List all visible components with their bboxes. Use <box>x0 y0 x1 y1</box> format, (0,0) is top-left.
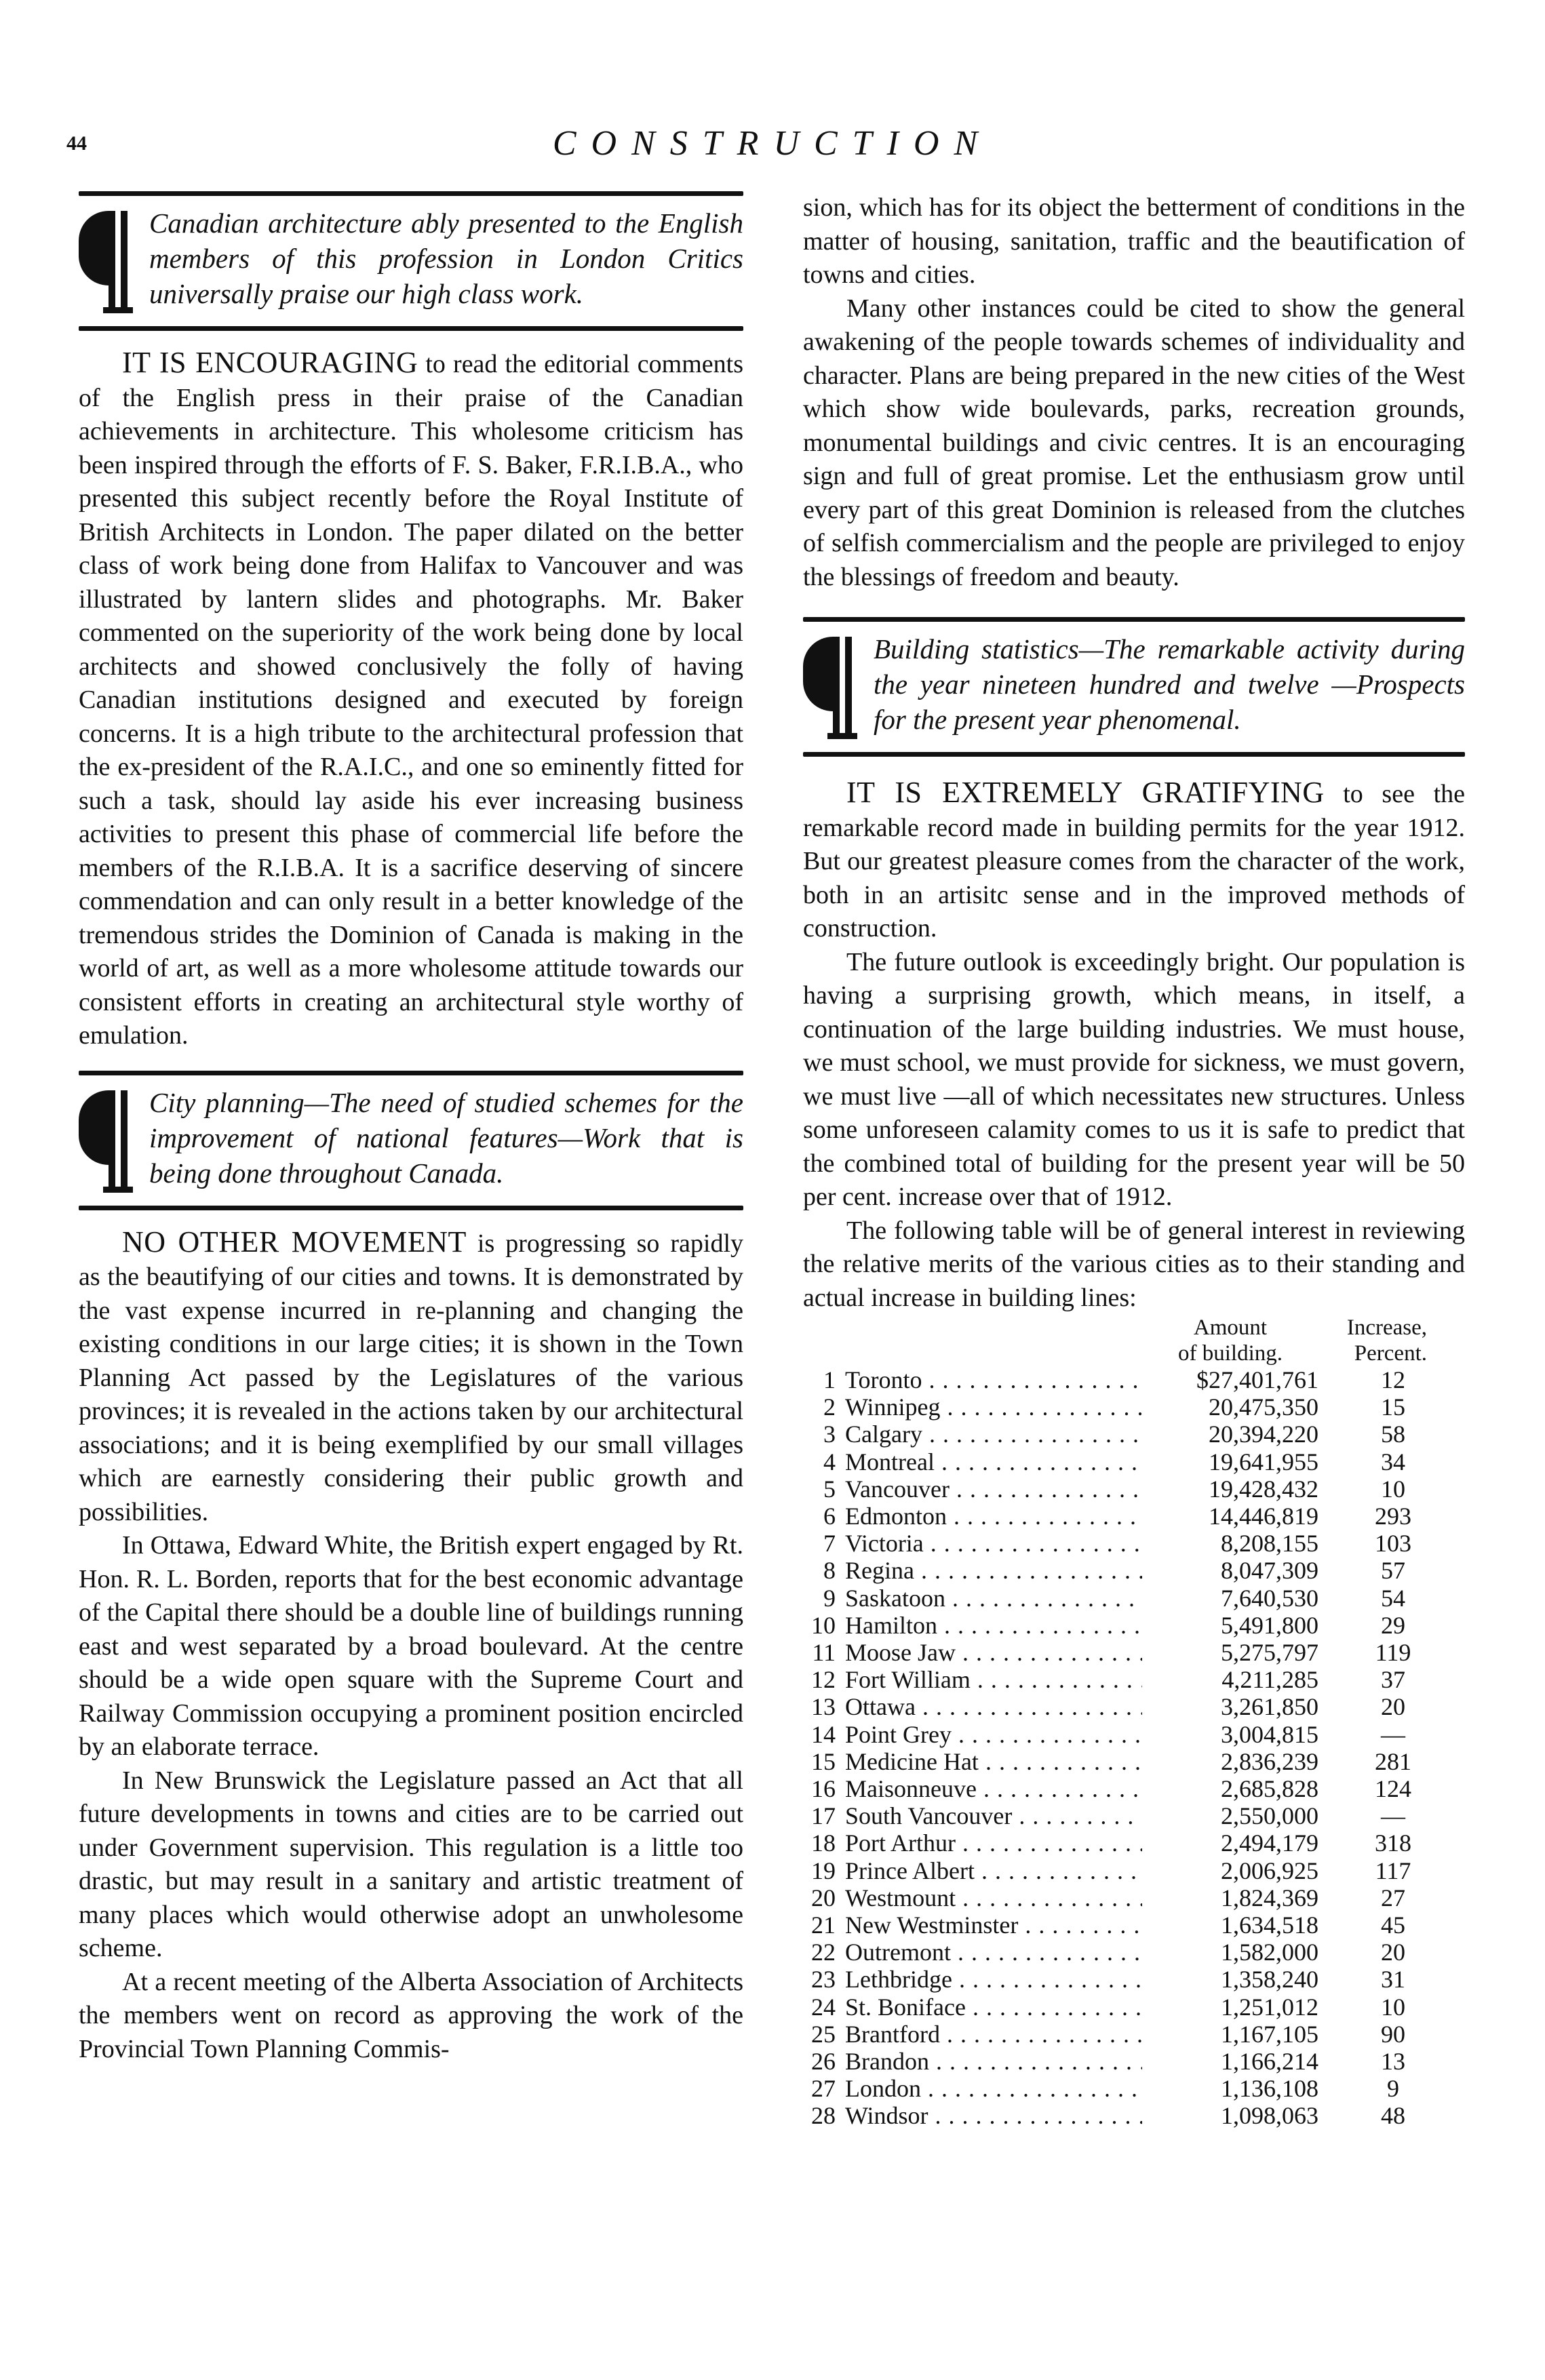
rank-cell: 6 <box>823 1503 836 1530</box>
rank-cell: 24 <box>811 1993 836 2021</box>
increase-cell: 20 <box>1381 1939 1405 1966</box>
callout-text: City planning—The need of studied schemes for the improvement of national features—Work that is being done throughout Canada. <box>149 1086 743 1189</box>
amount-cell: 5,491,800 <box>1221 1611 1318 1639</box>
column-header-increase-sub: Percent. <box>1354 1341 1427 1366</box>
table-row <box>803 1829 1465 1857</box>
increase-cell: — <box>1381 1720 1405 1748</box>
table-row <box>803 1639 1465 1666</box>
rank-cell: 26 <box>811 2048 836 2076</box>
rank-cell: 20 <box>811 1884 836 1911</box>
callout-city-planning <box>79 1075 743 1206</box>
city-cell: St. Boniface . . . <box>845 1994 1142 2021</box>
rank-cell: 12 <box>811 1666 836 1694</box>
city-cell: Moose Jaw . . . <box>845 1639 1142 1666</box>
lead-in: IT IS ENCOURAGING <box>122 346 418 379</box>
city-cell: Point Grey . . . <box>845 1721 1142 1748</box>
table-row <box>803 2075 1465 2102</box>
table-row <box>803 1911 1465 1939</box>
city-cell: Prince Albert . . . <box>845 1857 1142 1884</box>
city-cell: South Vancouver . . . <box>845 1802 1142 1829</box>
article-paragraph: Many other instances could be cited to show the general awakening of the people towards schemes of individuality and character. Plans are being prepared in the new cities of the West which show wide boulevards, parks, recreation grounds, monumental buildings and civic centres. It is an encouraging sign and full of great promise. Let the enthusiasm grow until every part of this great Dominion is released from the clutches of selfish commercialism and the people are privileged to enjoy the blessings of freedom and beauty. <box>803 294 1465 591</box>
city-cell: Regina . . . <box>845 1557 1142 1584</box>
pilcrow-icon <box>79 1085 141 1193</box>
amount-cell: 1,582,000 <box>1221 1939 1318 1966</box>
amount-cell: 2,550,000 <box>1221 1802 1318 1830</box>
increase-cell: 54 <box>1381 1584 1405 1612</box>
city-cell: Brantford . . . <box>845 2021 1142 2048</box>
table-row <box>803 1884 1465 1911</box>
increase-cell: 48 <box>1381 2102 1405 2130</box>
rank-cell: 10 <box>811 1611 836 1639</box>
increase-cell: 9 <box>1387 2075 1399 2103</box>
table-row <box>803 1939 1465 1966</box>
callout-text: Building statistics—The remarkable activity during the year nineteen hundred and twelve —Prospects for the present year phenomenal. <box>874 633 1465 735</box>
table-row <box>803 1475 1465 1503</box>
city-cell: Winnipeg . . . <box>845 1393 1142 1421</box>
table-row <box>803 1693 1465 1720</box>
city-cell: New Westminster . . . <box>845 1911 1142 1939</box>
increase-cell: 117 <box>1375 1857 1411 1884</box>
amount-cell: 8,208,155 <box>1221 1530 1318 1558</box>
callout-architecture <box>79 196 743 326</box>
city-cell: Toronto . . . <box>845 1366 1142 1393</box>
table-row <box>803 1857 1465 1884</box>
increase-cell: 293 <box>1375 1503 1411 1530</box>
increase-cell: 10 <box>1381 1993 1405 2021</box>
city-cell: Maisonneuve . . . <box>845 1775 1142 1802</box>
city-cell: Port Arthur . . . <box>845 1829 1142 1857</box>
divider <box>803 752 1465 757</box>
table-row <box>803 1612 1465 1639</box>
rank-cell: 2 <box>823 1393 836 1421</box>
increase-cell: 90 <box>1381 2020 1405 2048</box>
increase-cell: 29 <box>1381 1611 1405 1639</box>
increase-cell: 34 <box>1381 1448 1405 1475</box>
article-paragraph: sion, which has for its object the betterment of conditions in the matter of housing, sanitation, traffic and the beautification of towns and cities. <box>803 193 1465 289</box>
increase-cell: 45 <box>1381 1911 1405 1939</box>
table-row <box>803 1966 1465 1993</box>
table-row <box>803 1421 1465 1448</box>
city-cell: Victoria . . . <box>845 1530 1142 1557</box>
divider <box>79 326 743 331</box>
table-row <box>803 1748 1465 1775</box>
city-cell: Outremont . . . <box>845 1939 1142 1966</box>
column-header-amount: Amount <box>1193 1315 1268 1340</box>
amount-cell: 1,166,214 <box>1221 2048 1318 2076</box>
amount-cell: 8,047,309 <box>1221 1557 1318 1585</box>
rank-cell: 27 <box>811 2075 836 2103</box>
article-paragraph <box>803 776 1465 946</box>
table-row <box>803 1585 1465 1612</box>
callout-building-statistics <box>803 622 1465 752</box>
page-number: 44 <box>66 132 87 155</box>
rank-cell: 17 <box>811 1802 836 1830</box>
rank-cell: 23 <box>811 1966 836 1994</box>
rank-cell: 28 <box>811 2102 836 2130</box>
divider <box>79 1206 743 1210</box>
table-row <box>803 1366 1465 1393</box>
rank-cell: 22 <box>811 1939 836 1966</box>
rank-cell: 5 <box>823 1475 836 1503</box>
right-column <box>803 191 1465 2130</box>
amount-cell: 1,634,518 <box>1221 1911 1318 1939</box>
table-row <box>803 1775 1465 1802</box>
city-cell: Medicine Hat . . . <box>845 1748 1142 1775</box>
amount-cell: 19,641,955 <box>1209 1448 1318 1475</box>
city-cell: Windsor . . . <box>845 2102 1142 2129</box>
city-cell: Edmonton . . . <box>845 1503 1142 1530</box>
increase-cell: 281 <box>1375 1747 1411 1775</box>
table-body <box>803 1366 1465 2130</box>
article-paragraph: In New Brunswick the Legislature passed an Act that all future developments in towns and cities are to be carried out under Government supervision. This regulation is a little too drastic, but may result in a sanitary and artistic treatment of many places which would otherwise adopt an unwholesome scheme. <box>79 1766 743 1962</box>
table-header <box>803 1315 1465 1366</box>
article-paragraph: In Ottawa, Edward White, the British expert engaged by Rt. Hon. R. L. Borden, reports that for the best economic advantage of the Capital there should be a double line of buildings running east and west separated by a broad boulevard. At the centre should be a wide open square with the Supreme Court and Railway Commission occupying a prominent position encircled by an elaborate terrace. <box>79 1531 743 1761</box>
city-cell: Saskatoon . . . <box>845 1585 1142 1612</box>
rank-cell: 21 <box>811 1911 836 1939</box>
increase-cell: 31 <box>1381 1966 1405 1994</box>
table-row <box>803 1557 1465 1584</box>
amount-cell: 7,640,530 <box>1221 1584 1318 1612</box>
amount-cell: 5,275,797 <box>1221 1639 1318 1667</box>
article-paragraph <box>79 1225 743 1530</box>
article-paragraph: The future outlook is exceedingly bright. Our population is having a surprising growth, which means, in itself, a continuation of the large building industries. We must house, we must school, we must provide for sickness, we must govern, we must live —all of which necessitates new structures. Unless some unforeseen calamity comes to us it is safe to predict that the combined total of building for the present year will be 50 per cent. increase over that of 1912. <box>803 947 1465 1211</box>
increase-cell: 15 <box>1381 1393 1405 1421</box>
amount-cell: 1,358,240 <box>1221 1966 1318 1994</box>
city-cell: Montreal . . . <box>845 1448 1142 1475</box>
rank-cell: 18 <box>811 1829 836 1857</box>
increase-cell: 58 <box>1381 1421 1405 1448</box>
left-column <box>79 191 743 2066</box>
divider <box>803 617 1465 622</box>
paragraph-text: to see the remarkable record made in building permits for the year 1912. But our greatest pleasure comes from the character of the work, both in an artisitc sense and in the improved methods of construction. <box>803 780 1465 943</box>
table-row <box>803 1666 1465 1693</box>
article-paragraph: At a recent meeting of the Alberta Association of Architects the members went on record as approving the work of the Provincial Town Planning Commis- <box>79 1967 743 2063</box>
rank-cell: 7 <box>823 1530 836 1558</box>
table-row <box>803 1503 1465 1530</box>
increase-cell: 12 <box>1381 1366 1405 1393</box>
city-cell: Westmount . . . <box>845 1884 1142 1911</box>
city-cell: Fort William . . . <box>845 1666 1142 1693</box>
amount-cell: 1,251,012 <box>1221 1993 1318 2021</box>
amount-cell: 14,446,819 <box>1209 1503 1318 1530</box>
table-row <box>803 1721 1465 1748</box>
lead-in: NO OTHER MOVEMENT <box>122 1225 467 1258</box>
rank-cell: 14 <box>811 1720 836 1748</box>
running-title: CONSTRUCTION <box>552 124 993 163</box>
amount-cell: 2,006,925 <box>1221 1857 1318 1884</box>
table-row <box>803 1530 1465 1557</box>
amount-cell: 1,136,108 <box>1221 2075 1318 2103</box>
amount-cell: 1,098,063 <box>1221 2102 1318 2130</box>
amount-cell: 20,475,350 <box>1209 1393 1318 1421</box>
amount-cell: 2,494,179 <box>1221 1829 1318 1857</box>
column-header-amount-sub: of building. <box>1178 1341 1283 1366</box>
city-cell: Lethbridge . . . <box>845 1966 1142 1993</box>
increase-cell: 27 <box>1381 1884 1405 1911</box>
amount-cell: 1,824,369 <box>1221 1884 1318 1911</box>
increase-cell: 13 <box>1381 2048 1405 2076</box>
rank-cell: 4 <box>823 1448 836 1475</box>
amount-cell: 4,211,285 <box>1221 1666 1318 1694</box>
amount-cell: 1,167,105 <box>1221 2020 1318 2048</box>
increase-cell: 20 <box>1381 1693 1405 1721</box>
pilcrow-icon <box>79 205 141 314</box>
increase-cell: 119 <box>1375 1639 1411 1667</box>
rank-cell: 8 <box>823 1557 836 1585</box>
article-paragraph: The following table will be of general interest in reviewing the relative merits of the various cities as to their standing and actual increase in building lines: <box>803 1216 1465 1312</box>
rank-cell: 16 <box>811 1775 836 1803</box>
rank-cell: 3 <box>823 1421 836 1448</box>
city-cell: Brandon . . . <box>845 2048 1142 2075</box>
callout-text: Canadian architecture ably presented to the English members of this profession in London Critics universally praise our high class work. <box>149 207 743 309</box>
table-row <box>803 1994 1465 2021</box>
amount-cell: 3,261,850 <box>1221 1693 1318 1721</box>
divider <box>79 1071 743 1075</box>
city-cell: Ottawa . . . <box>845 1693 1142 1720</box>
rank-cell: 19 <box>811 1857 836 1884</box>
rank-cell: 25 <box>811 2020 836 2048</box>
pilcrow-icon <box>803 631 865 740</box>
table-row <box>803 1393 1465 1421</box>
divider <box>79 191 743 196</box>
table-row <box>803 2102 1465 2129</box>
increase-cell: 318 <box>1375 1829 1411 1857</box>
amount-cell: 2,836,239 <box>1221 1747 1318 1775</box>
increase-cell: 10 <box>1381 1475 1405 1503</box>
amount-cell: $27,401,761 <box>1196 1366 1318 1393</box>
rank-cell: 1 <box>823 1366 836 1393</box>
city-cell: Hamilton . . . <box>845 1612 1142 1639</box>
increase-cell: 103 <box>1375 1530 1411 1558</box>
table-row <box>803 1802 1465 1829</box>
table-row <box>803 2021 1465 2048</box>
amount-cell: 2,685,828 <box>1221 1775 1318 1803</box>
rank-cell: 9 <box>823 1584 836 1612</box>
amount-cell: 19,428,432 <box>1209 1475 1318 1503</box>
column-header-increase: Increase, <box>1346 1315 1427 1340</box>
table-row <box>803 2048 1465 2075</box>
lead-in: IT IS EXTREMELY GRATIFYING <box>846 776 1325 809</box>
article-paragraph <box>79 346 743 1053</box>
city-cell: Vancouver . . . <box>845 1475 1142 1503</box>
paragraph-text: to read the editorial comments of the English press in their praise of the Canadian achievements in architecture. This wholesome criticism has been inspired through the efforts of F. S. Baker, F.R.I.B.A., who presented this subject recently before the Royal Institute of British Architects in London. The paper dilated on the better class of work being done from Halifax to Vancouver and was illustrated by lantern slides and photographs. Mr. Baker commented on the superiority of the work being done by local architects and showed conclusively the folly of having Canadian institutions designed and executed by foreign concerns. It is a high tribute to the architectural profession that the ex-president of the R.A.I.C., and one so eminently fitted for such a task, should lay aside his ever increasing business activities to present this phase of commercial life before the members of the R.I.B.A. It is a sacrifice deserving of sincere commendation and can only result in a better knowledge of the tremendous strides the Dominion of Canada is making in the world of art, as well as a more wholesome attitude towards our consistent efforts in creating an architectural style worthy of emulation. <box>79 350 743 1050</box>
amount-cell: 3,004,815 <box>1221 1720 1318 1748</box>
increase-cell: 57 <box>1381 1557 1405 1585</box>
rank-cell: 13 <box>811 1693 836 1721</box>
rank-cell: 11 <box>812 1639 836 1667</box>
rank-cell: 15 <box>811 1747 836 1775</box>
city-cell: Calgary . . . <box>845 1421 1142 1448</box>
paragraph-text: is progressing so rapidly as the beautifying of our cities and towns. It is demonstrated by the vast expense incurred in re-planning and changing the existing conditions in our large cities; it is shown in the Town Planning Act passed by the Legislatures of the various provinces; it is revealed in the actions taken by our architectural associations; and it is being exemplified by our small villages which are earnestly considering their public growth and possibilities. <box>79 1229 744 1526</box>
increase-cell: 124 <box>1375 1775 1411 1803</box>
increase-cell: — <box>1381 1802 1405 1830</box>
table-row <box>803 1448 1465 1475</box>
city-cell: London . . . <box>845 2075 1142 2102</box>
increase-cell: 37 <box>1381 1666 1405 1694</box>
amount-cell: 20,394,220 <box>1209 1421 1318 1448</box>
building-statistics-table <box>803 1315 1465 2130</box>
